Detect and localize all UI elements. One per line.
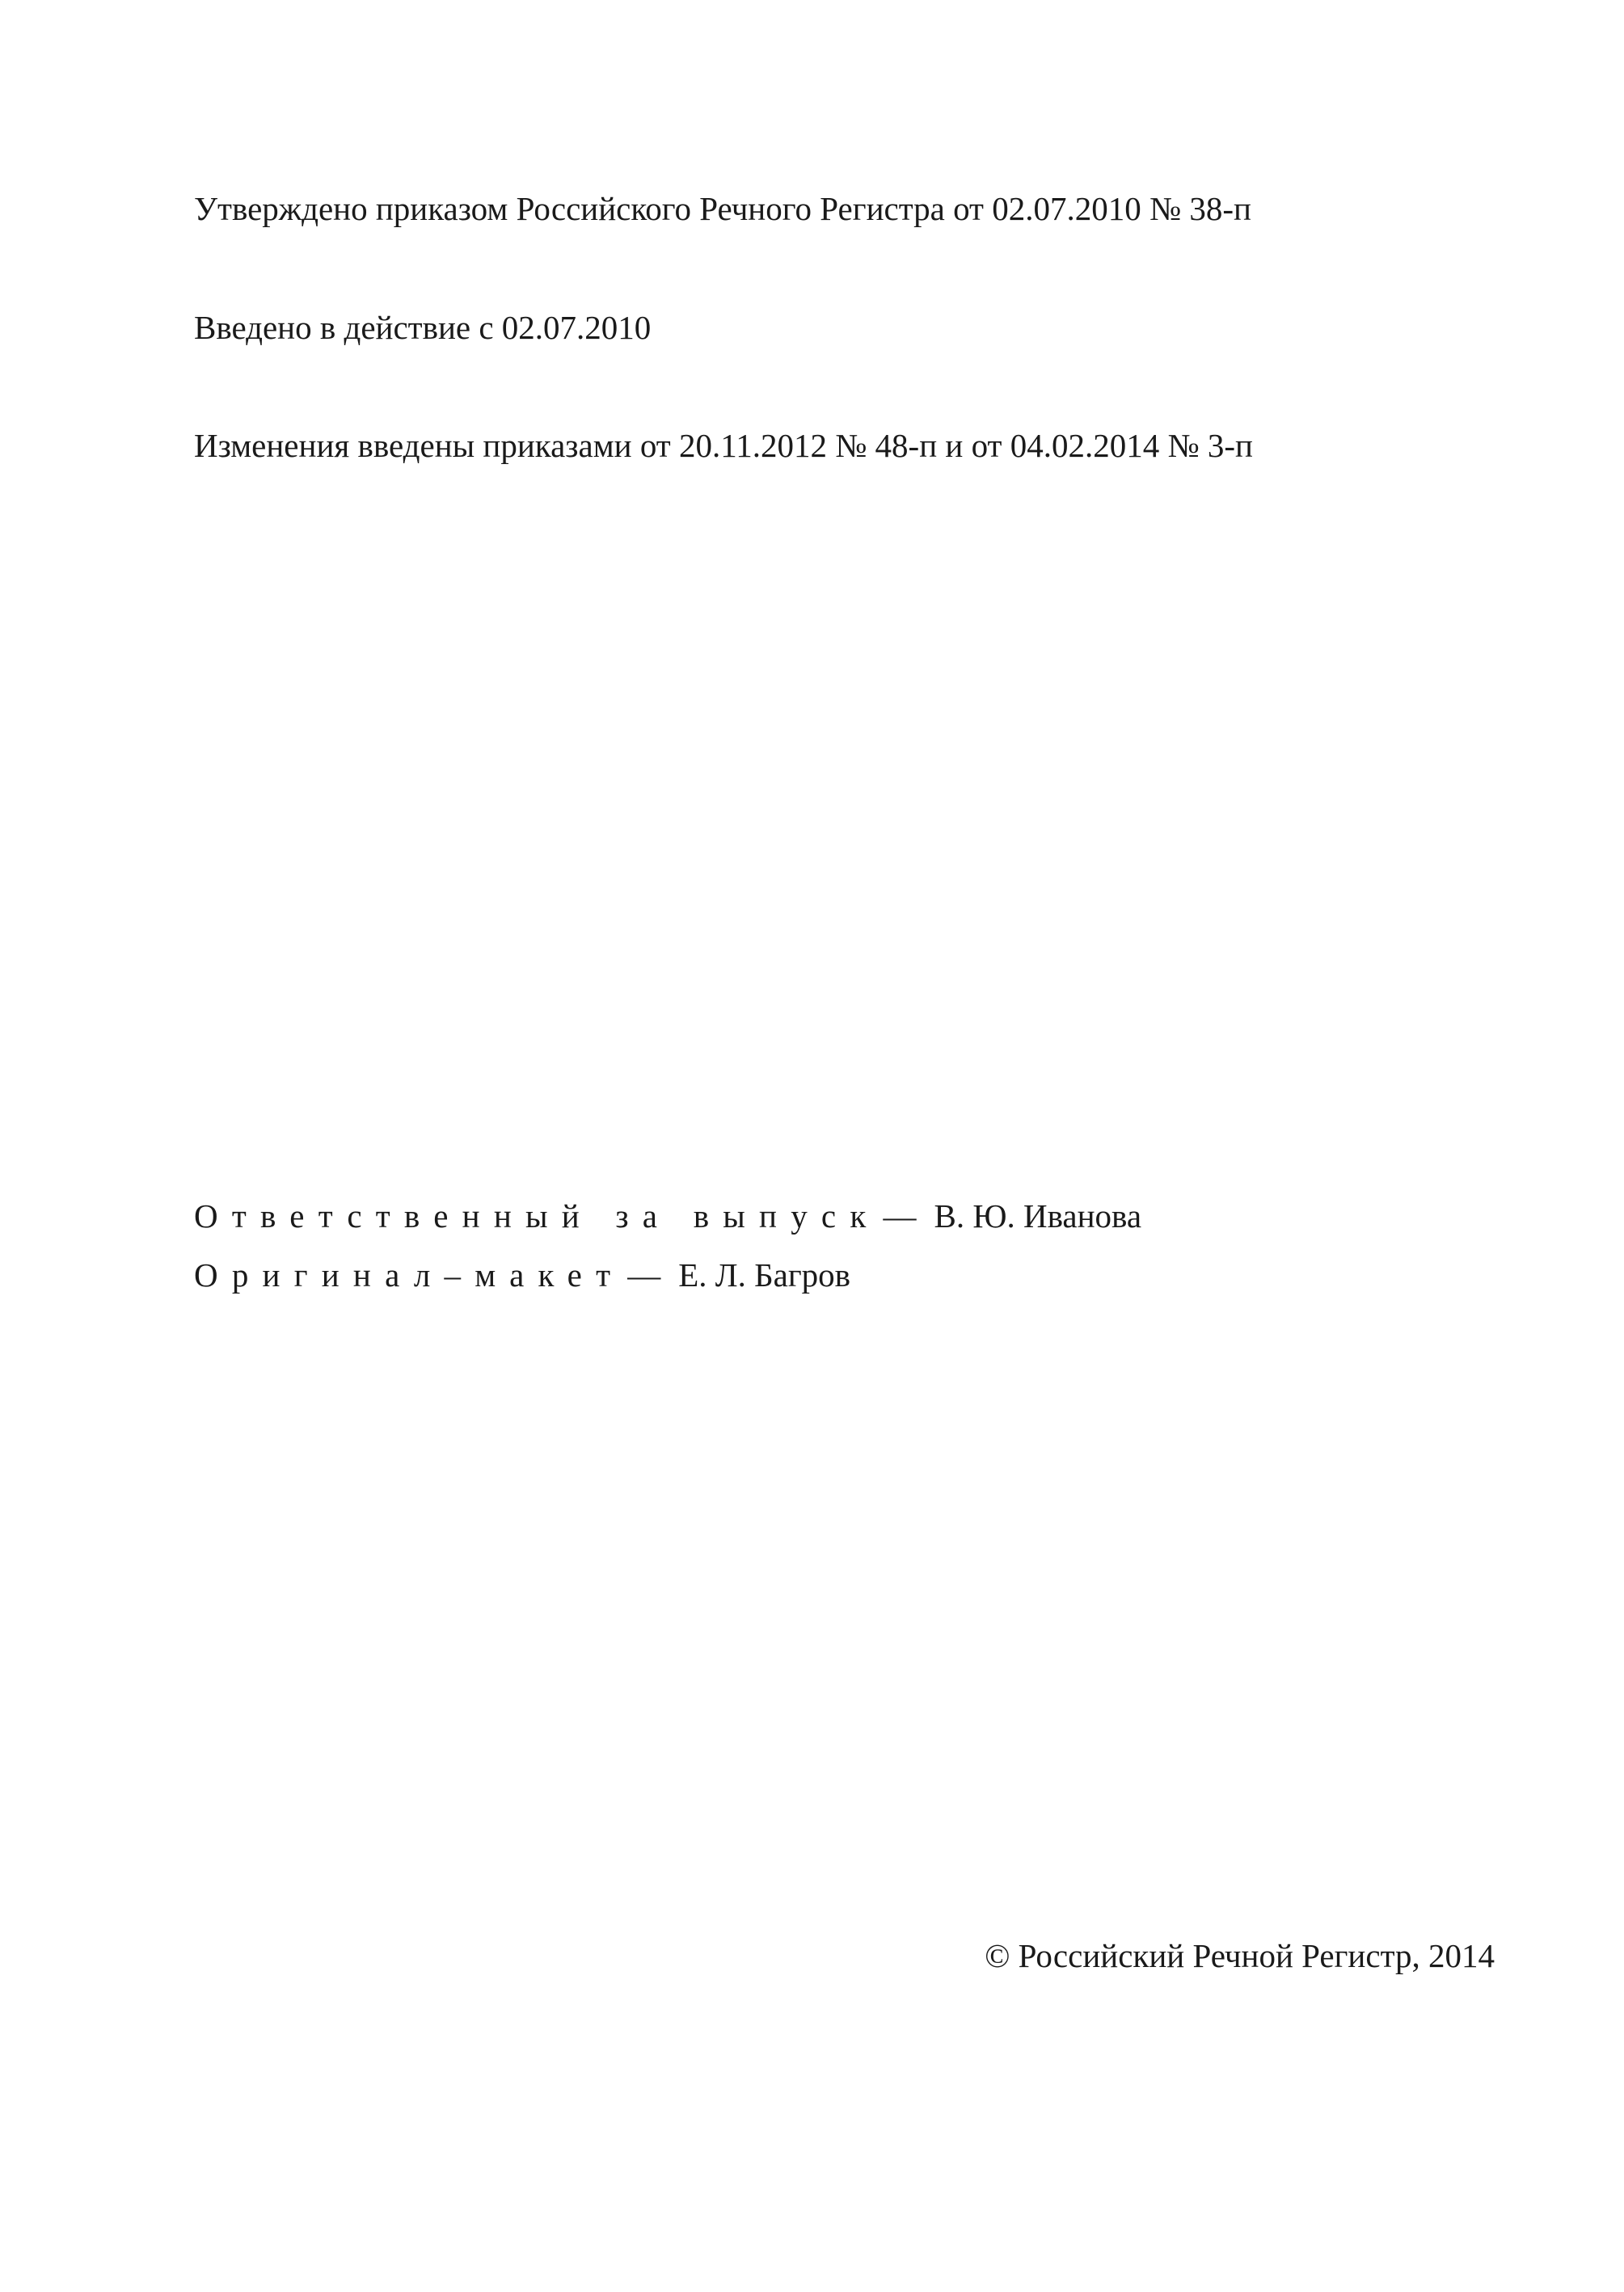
credit-responsible-role: Ответственный за выпуск — [194, 1197, 880, 1235]
approval-line: Утверждено приказом Российского Речного Регистра от 02.07.2010 № 38-п — [194, 190, 1251, 227]
credit-responsible-name: В. Ю. Иванова — [934, 1197, 1142, 1235]
effective-date-line: Введено в действие с 02.07.2010 — [194, 309, 652, 346]
amendments-line: Изменения введены приказами от 20.11.2012 № 48-п и от 04.02.2014 № 3-п — [194, 427, 1253, 464]
credit-responsible-dash: — — [883, 1197, 917, 1235]
credit-layout — [194, 1255, 850, 1295]
copyright-notice: © Российский Речной Регистр, 2014 — [985, 1937, 1495, 1974]
credit-responsible — [194, 1196, 1141, 1236]
credit-layout-dash: — — [627, 1256, 661, 1294]
credit-layout-name: Е. Л. Багров — [678, 1256, 851, 1294]
credit-layout-role: Оригинал–макет — [194, 1256, 625, 1294]
